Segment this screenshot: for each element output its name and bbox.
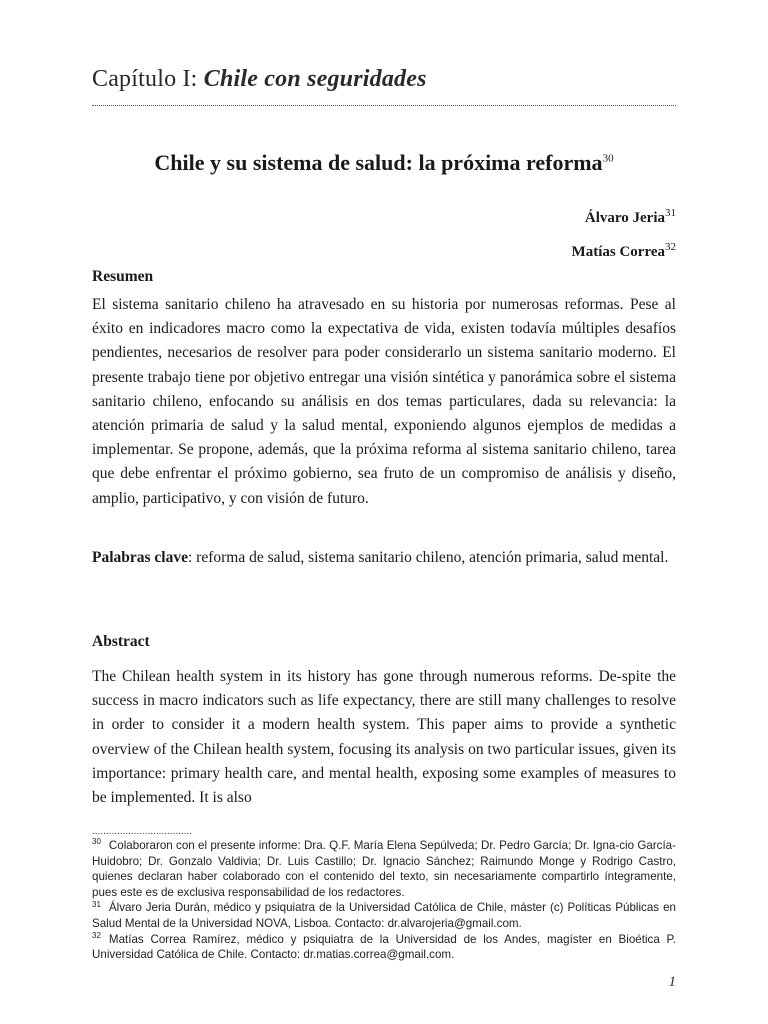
abstract-heading: Abstract (92, 633, 150, 650)
resumen-heading: Resumen (92, 268, 154, 285)
keywords-text: : reforma de salud, sistema sanitario chileno, atención primaria, salud mental. (188, 549, 669, 566)
author-name: Matías Correa (571, 244, 665, 260)
footnote-text: Álvaro Jeria Durán, médico y psiquiatra de la Universidad Católica de Chile, máster (c) Políticas Públicas en Salud Mental de la Universidad NOVA, Lisboa. Contacto: dr.alvarojeria@gmail.com. (92, 901, 676, 930)
page-number: 1 (668, 974, 676, 990)
footnote-separator: .................................... (92, 826, 193, 837)
author-correa (92, 241, 676, 261)
footnote-number: 31 (92, 899, 101, 909)
chapter-title: Chile con seguridades (203, 66, 427, 92)
resumen-paragraph: El sistema sanitario chileno ha atravesado en su historia por numerosas reformas. Pese al éxito en indicadores macro como la expectativa de vida, existen todavía múltiples desafíos pendientes, necesarios de resolver para poder considerarlo un sistema sanitario moderno. El presente trabajo tiene por objetivo entregar una visión sintética y panorámica sobre el sistema sanitario chileno, enfocando su análisis en dos temas particulares, dada su relevancia: la atención primaria de salud y la salud mental, exponiendo algunos ejemplos de medidas a implementar. Se propone, además, que la próxima reforma al sistema sanitario chileno, tarea que debe enfrentar el próximo gobierno, sea fruto de un compromiso de análisis y diseño, amplio, participativo, y con visión de futuro. (92, 296, 676, 507)
document-page (92, 0, 676, 1024)
article-title (92, 150, 676, 176)
abstract-paragraph: The Chilean health system in its history has gone through numerous reforms. De-spite the success in macro indicators such as life expectancy, there are still many challenges to resolve in order to consider it a modern health system. This paper aims to provide a synthetic overview of the Chilean health system, focusing its analysis on two particular issues, given its importance: primary health care, and mental health, exposing some examples of measures to be implemented. It is also (92, 668, 676, 807)
keywords-label: Palabras clave (92, 549, 188, 566)
author-name: Álvaro Jeria (584, 210, 665, 226)
author-footnote-ref: 32 (665, 241, 676, 253)
footnote-30 (92, 838, 676, 900)
header-divider (92, 105, 676, 106)
article-title-text: Chile y su sistema de salud: la próxima reforma (154, 150, 603, 175)
footnote-number: 30 (92, 837, 101, 847)
footnote-text: Matías Correa Ramírez, médico y psiquiatra de la Universidad de los Andes, magíster en Bioética P. Universidad Católica de Chile. Contacto: dr.matias.correa@gmail.com. (92, 932, 676, 962)
title-footnote-ref: 30 (602, 152, 614, 165)
footnote-31 (92, 900, 676, 931)
footnote-text: Colaboraron con el presente informe: Dra. Q.F. María Elena Sepúlveda; Dr. Pedro García; Dr. Igna-cio García-Huidobro; Dr. Gonzalo Valdivia; Dr. Luis Castillo; Dr. Ignacio Sánchez; Raimundo Monge y Rodrigo Castro, quienes declaran haber colaborado con el contenido del texto, sin necesariamente compartirlo íntegramente, pues este es de exclusiva responsabilidad de los redactores. (92, 839, 676, 899)
footnote-number: 32 (92, 930, 101, 940)
author-jeria (92, 207, 676, 227)
footnotes (92, 838, 676, 963)
footnote-32 (92, 932, 676, 963)
author-footnote-ref: 31 (665, 207, 676, 219)
chapter-label: Capítulo I: (92, 66, 204, 92)
chapter-header (92, 66, 676, 93)
keywords-paragraph (92, 546, 676, 570)
